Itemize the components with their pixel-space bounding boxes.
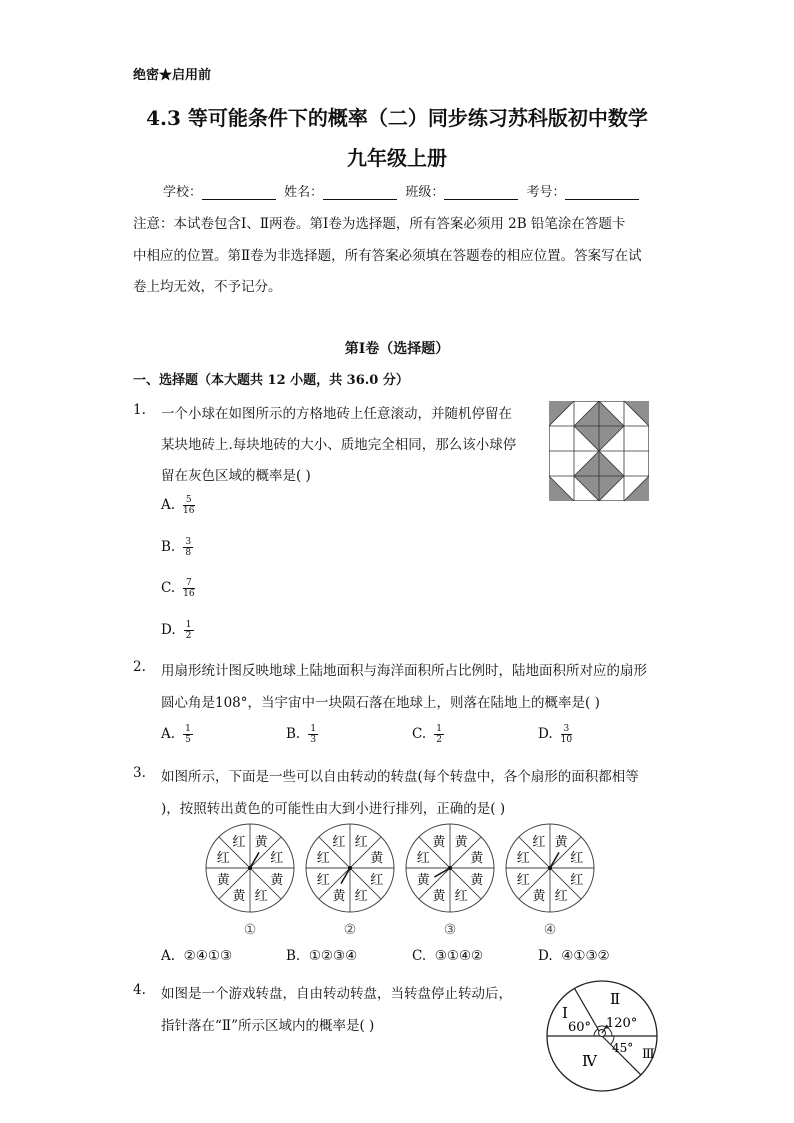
section-title: 第Ⅰ卷（选择题） (344, 341, 450, 357)
fraction (308, 724, 318, 745)
spinner-sector-label: 红 (354, 888, 368, 904)
q2-line-1: 用扇形统计图反映地球上陆地面积与海洋面积所占比例时，陆地面积所对应的扇形 (161, 663, 647, 679)
fraction (561, 724, 572, 745)
fraction (183, 495, 194, 516)
option-label: C. (412, 948, 427, 964)
spinner-caption: ④ (543, 922, 557, 938)
spinner-sector-label: 红 (516, 850, 530, 866)
q3-option-d[interactable] (538, 948, 610, 964)
numerator: 3 (185, 537, 192, 547)
denominator: 2 (184, 630, 194, 641)
spinner-sector-label: 红 (332, 835, 346, 851)
option-label: B. (286, 726, 301, 742)
q2-option-a[interactable] (161, 724, 193, 745)
angle-120-label: 120° (606, 1016, 638, 1031)
fraction (434, 724, 444, 745)
spinner-caption: ① (243, 922, 257, 938)
option-text: ②④①③ (183, 948, 233, 964)
spinner-sector-label: 黄 (432, 888, 446, 904)
spinner-sector-label: 红 (354, 835, 368, 851)
angle-45-label: 45° (612, 1041, 634, 1055)
exam-no-blank (565, 185, 639, 200)
q2-option-c[interactable] (412, 724, 444, 745)
spinner-sector-label: 黄 (416, 873, 430, 889)
region-3-label: Ⅲ (642, 1047, 655, 1062)
secret-label: 绝密★启用前 (133, 68, 212, 83)
denominator: 8 (183, 547, 193, 558)
numerator: 1 (310, 724, 317, 734)
spinner-sector-label: 红 (570, 850, 584, 866)
page-title: 4.3 等可能条件下的概率（二）同步练习苏科版初中数学 (146, 106, 648, 130)
spinner-sector-label: 红 (370, 873, 384, 889)
exam-no-label: 考号： (526, 185, 566, 200)
q1-line-2: 某块地砖上.每块地砖的大小、质地完全相同，那么该小球停 (161, 437, 517, 453)
q1-option-a[interactable] (161, 495, 195, 516)
option-label: B. (161, 539, 176, 555)
numerator: 1 (185, 620, 192, 630)
region-2-label: Ⅱ (610, 990, 621, 1008)
spinner-sector-label: 黄 (332, 888, 346, 904)
angle-60-label: 60° (568, 1020, 592, 1035)
spinner-sector-label: 黄 (232, 888, 246, 904)
q4-line-2: 指针落在“Ⅱ”所示区域内的概率是( ) (161, 1018, 375, 1034)
numerator: 1 (185, 724, 191, 734)
numerator: 5 (185, 495, 192, 505)
spinner-sector-label: 黄 (370, 850, 384, 866)
numerator: 3 (563, 724, 570, 734)
spinner-sector-label: 黄 (532, 888, 546, 904)
region-1-label: Ⅰ (562, 1004, 568, 1022)
q3-line-1: 如图所示，下面是一些可以自由转动的转盘(每个转盘中，各个扇形的面积都相等 (161, 769, 639, 785)
spinner-sector-label: 红 (454, 888, 468, 904)
spinner-2 (306, 824, 394, 938)
school-label: 学校： (163, 185, 203, 200)
fraction (183, 578, 194, 599)
spinner-sector-label: 黄 (470, 873, 484, 889)
q2-option-b[interactable] (286, 724, 318, 745)
option-label: C. (161, 580, 176, 596)
q4-spinner-figure (544, 978, 660, 1094)
q4-line-1: 如图是一个游戏转盘，自由转动转盘，当转盘停止转动后， (161, 986, 512, 1002)
spinner-sector-label: 红 (416, 850, 430, 866)
spinner-sector-label: 红 (316, 873, 330, 889)
spinner-sector-label: 红 (316, 850, 330, 866)
region-4-label: Ⅳ (582, 1052, 597, 1070)
spinner-4 (506, 824, 594, 938)
q3-option-b[interactable] (286, 948, 357, 964)
option-label: C. (412, 726, 427, 742)
page-title-line2: 九年级上册 (347, 146, 447, 170)
q2-option-d[interactable] (538, 724, 572, 745)
spinner-sector-label: 黄 (470, 850, 484, 866)
q2-number: 2. (133, 659, 146, 675)
q3-option-a[interactable] (161, 948, 232, 964)
class-blank (444, 185, 518, 200)
option-text: ④①③② (561, 948, 610, 964)
spinner-sector-label: 红 (570, 873, 584, 889)
denominator: 3 (308, 734, 318, 745)
denominator: 10 (560, 735, 573, 745)
option-label: D. (538, 726, 553, 742)
spinner-3 (406, 824, 494, 938)
q1-option-b[interactable] (161, 537, 193, 558)
fraction (184, 620, 194, 641)
q1-option-d[interactable] (161, 620, 194, 641)
q4-number: 4. (133, 982, 146, 998)
notice-line-1: 注意：本试卷包含Ⅰ、Ⅱ两卷。第Ⅰ卷为选择题，所有答案必须用 2B 铅笔涂在答题卡 (133, 216, 626, 232)
spinner-caption: ③ (443, 922, 457, 938)
q1-tile-figure (549, 401, 649, 501)
spinner-sector-label: 黄 (270, 873, 284, 889)
denominator: 16 (183, 589, 195, 599)
numerator: 1 (436, 724, 442, 734)
spinner-hub (348, 866, 352, 870)
name-label: 姓名： (284, 185, 324, 200)
option-label: A. (161, 497, 176, 513)
notice-line-2: 中相应的位置。第Ⅱ卷为非选择题，所有答案必须填在答题卷的相应位置。答案写在试 (133, 248, 642, 264)
spinner-sector-label: 黄 (554, 835, 568, 851)
spinner-hub (448, 866, 452, 870)
spinner-sector-label: 红 (254, 888, 268, 904)
q3-line-2: )，按照转出黄色的可能性由大到小进行排列，正确的是( ) (161, 801, 506, 817)
option-label: D. (538, 948, 553, 964)
q1-line-3: 留在灰色区域的概率是( ) (161, 468, 311, 484)
spinner-sector-label: 黄 (454, 835, 468, 851)
q1-number: 1. (133, 402, 146, 418)
q3-option-c[interactable] (412, 948, 483, 964)
spinner-sector-label: 红 (532, 835, 546, 851)
spinner-hub (548, 866, 552, 870)
denominator: 2 (434, 734, 444, 745)
q3-spinners-figure (200, 822, 600, 942)
spinner-hub (248, 866, 252, 870)
q3-number: 3. (133, 765, 146, 781)
numerator: 7 (186, 578, 192, 588)
spinner-sector-label: 红 (216, 850, 230, 866)
notice-line-3: 卷上均无效，不予记分。 (133, 279, 282, 295)
spinner-sector-label: 红 (270, 850, 284, 866)
q2-line-2: 圆心角是108°，当宇宙中一块陨石落在地球上，则落在陆地上的概率是( ) (161, 695, 600, 711)
name-blank (323, 185, 397, 200)
denominator: 5 (183, 734, 193, 745)
fraction (183, 537, 193, 558)
class-label: 班级： (405, 185, 445, 200)
option-label: D. (161, 622, 176, 638)
denominator: 16 (183, 506, 195, 516)
option-text: ③①④② (434, 948, 484, 964)
option-label: A. (161, 948, 176, 964)
spinner-sector-label: 黄 (216, 873, 230, 889)
spinner-1 (206, 824, 294, 938)
q1-option-c[interactable] (161, 578, 195, 599)
fraction (183, 724, 193, 745)
part-heading: 一、选择题（本大题共 12 小题，共 36.0 分） (133, 373, 409, 388)
spinner-caption: ② (343, 922, 357, 938)
school-blank (202, 185, 276, 200)
student-info-row (163, 181, 643, 200)
spinner-sector-label: 红 (516, 873, 530, 889)
option-text: ①②③④ (308, 948, 358, 964)
option-label: B. (286, 948, 301, 964)
spinner-sector-label: 红 (232, 835, 246, 851)
spinner-sector-label: 红 (554, 888, 568, 904)
spinner-sector-label: 黄 (254, 835, 268, 851)
q1-line-1: 一个小球在如图所示的方格地砖上任意滚动，并随机停留在 (161, 406, 512, 422)
spinner-sector-label: 黄 (432, 835, 446, 851)
option-label: A. (161, 726, 176, 742)
